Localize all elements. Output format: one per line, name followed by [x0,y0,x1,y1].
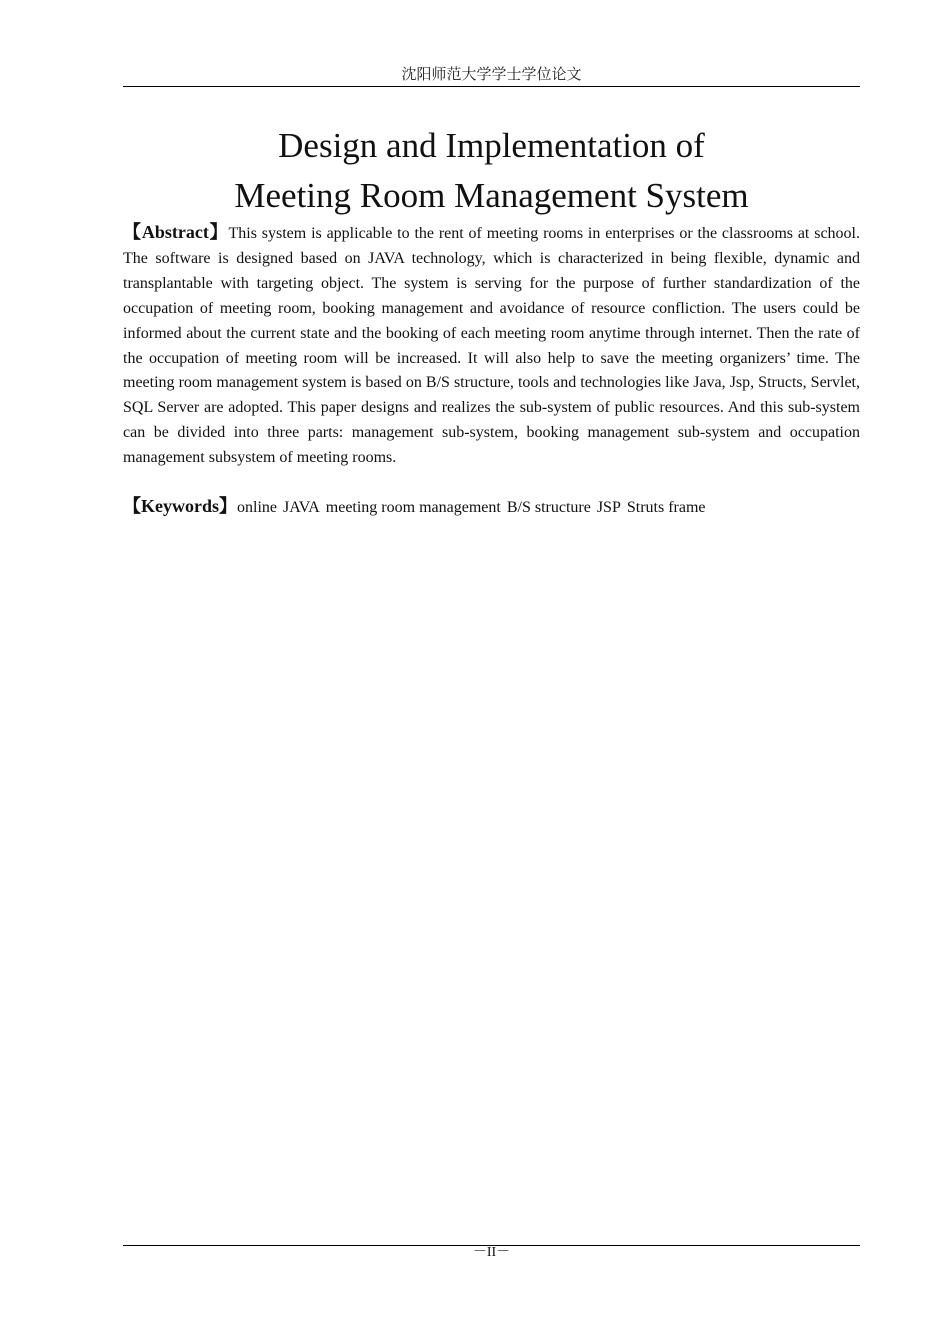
keyword: Struts frame [626,499,706,516]
header-rule [123,86,860,87]
keyword: meeting room management [325,499,501,516]
title-line-2: Meeting Room Management System [234,176,749,215]
running-header: 沈阳师范大学学士学位论文 [401,65,582,83]
keywords-label: 【Keywords】 [123,496,237,516]
abstract-paragraph [123,220,860,471]
title-line-1: Design and Implementation of [278,126,705,165]
thesis-title [123,121,860,221]
keyword: online [237,499,277,516]
keyword: JAVA [283,499,320,516]
page-number: －II－ [472,1245,511,1260]
abstract-label: 【Abstract】 [123,222,229,242]
keywords-line [123,494,860,520]
keyword: B/S structure [506,499,591,516]
keyword: JSP [596,499,621,516]
abstract-text: This system is applicable to the rent of meeting rooms in enterprises or the classrooms at school. The software is designed based on JAVA technology, which is characterized in being flexible, dynamic and transplantable with targeting object. The system is serving for the purpose of further standardization of the occupation of meeting room, booking management and avoidance of resource confliction. The users could be informed about the current state and the booking of each meeting room anytime through internet. Then the rate of the occupation of meeting room will be increased. It will also help to save the meeting organizers’ time. The meeting room management system is based on B/S structure, tools and technologies like Java, Jsp, Structs, Servlet, SQL Server are adopted. This paper designs and realizes the sub-system of public resources. And this sub-system can be divided into three parts: management sub-system, booking management sub-system and occupation management subsystem of meeting rooms. [123,225,860,467]
